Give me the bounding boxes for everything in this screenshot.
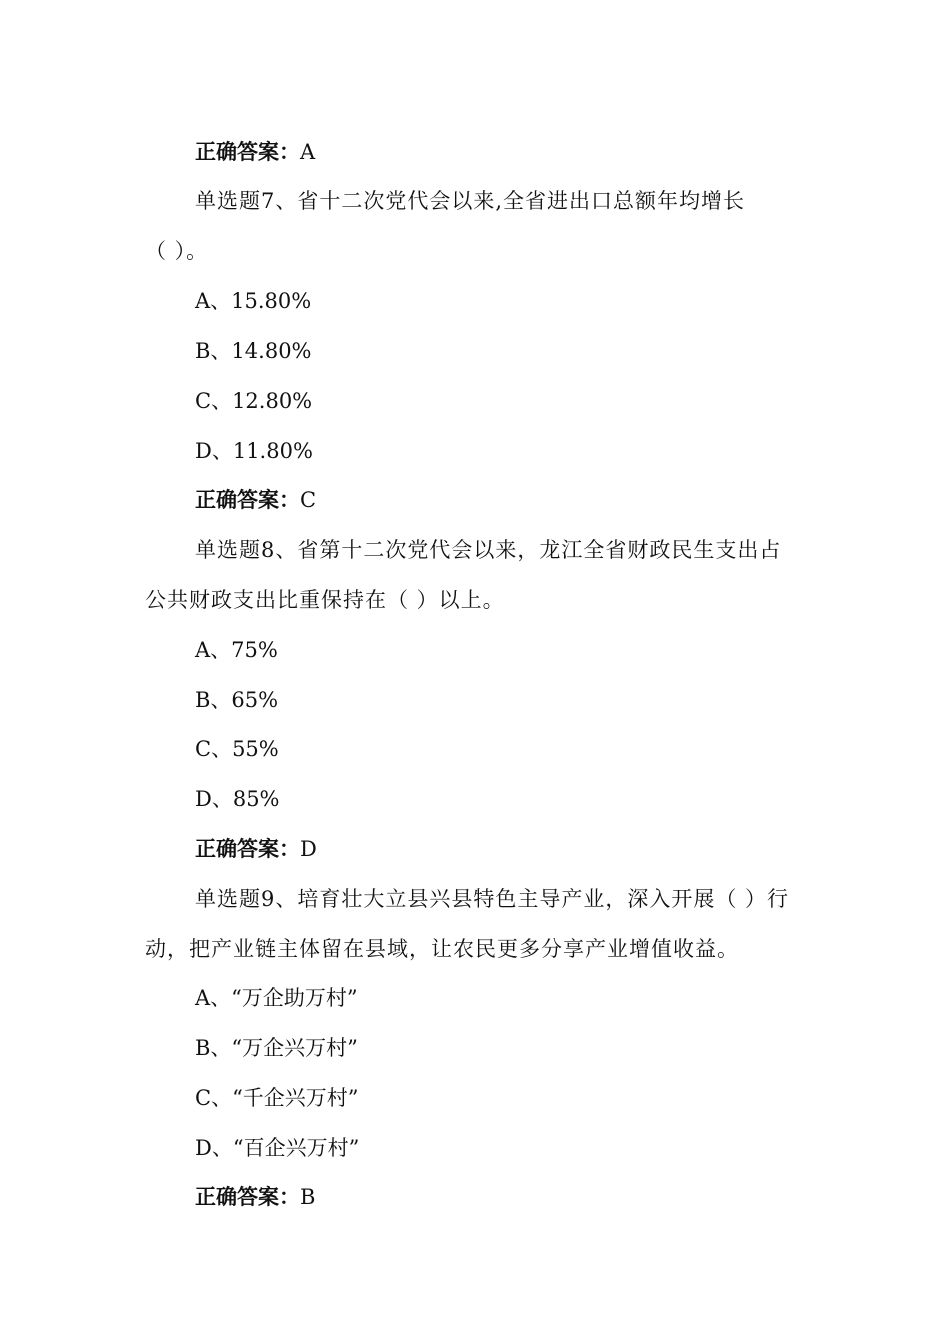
question-text: 单选题9、培育壮大立县兴县特色主导产业，深入开展（ ）行 <box>195 887 790 911</box>
option-a: A、“万企助万村” <box>195 986 358 1010</box>
option-a: A、75% <box>195 638 278 662</box>
option-d: D、85% <box>195 787 280 811</box>
answer-label: 正确答案： <box>195 139 300 164</box>
answer-line <box>195 834 317 864</box>
option-a: A、15.80% <box>195 289 312 313</box>
option-c: C、55% <box>195 737 279 761</box>
option-d: D、“百企兴万村” <box>195 1136 360 1160</box>
answer-value: D <box>300 837 317 861</box>
answer-label: 正确答案： <box>195 487 300 512</box>
question-text: 单选题7、省十二次党代会以来,全省进出口总额年均增长 <box>195 189 746 213</box>
answer-label: 正确答案： <box>195 836 300 861</box>
answer-value: C <box>300 488 317 512</box>
option-b: B、“万企兴万村” <box>195 1036 358 1060</box>
answer-line <box>195 485 316 515</box>
option-c: C、12.80% <box>195 389 313 413</box>
question-text-continued: （ ）。 <box>145 239 209 263</box>
answer-line <box>195 137 315 167</box>
answer-value: A <box>300 140 316 164</box>
option-c: C、“千企兴万村” <box>195 1086 359 1110</box>
answer-label: 正确答案： <box>195 1184 300 1209</box>
option-d: D、11.80% <box>195 439 313 463</box>
question-text: 单选题8、省第十二次党代会以来，龙江全省财政民生支出占 <box>195 538 782 562</box>
question-text-continued: 动，把产业链主体留在县域，让农民更多分享产业增值收益。 <box>145 937 739 961</box>
option-b: B、14.80% <box>195 339 312 363</box>
answer-value: B <box>300 1185 316 1209</box>
answer-line <box>195 1182 315 1212</box>
question-text-continued: 公共财政支出比重保持在（ ）以上。 <box>145 588 505 612</box>
option-b: B、65% <box>195 688 279 712</box>
